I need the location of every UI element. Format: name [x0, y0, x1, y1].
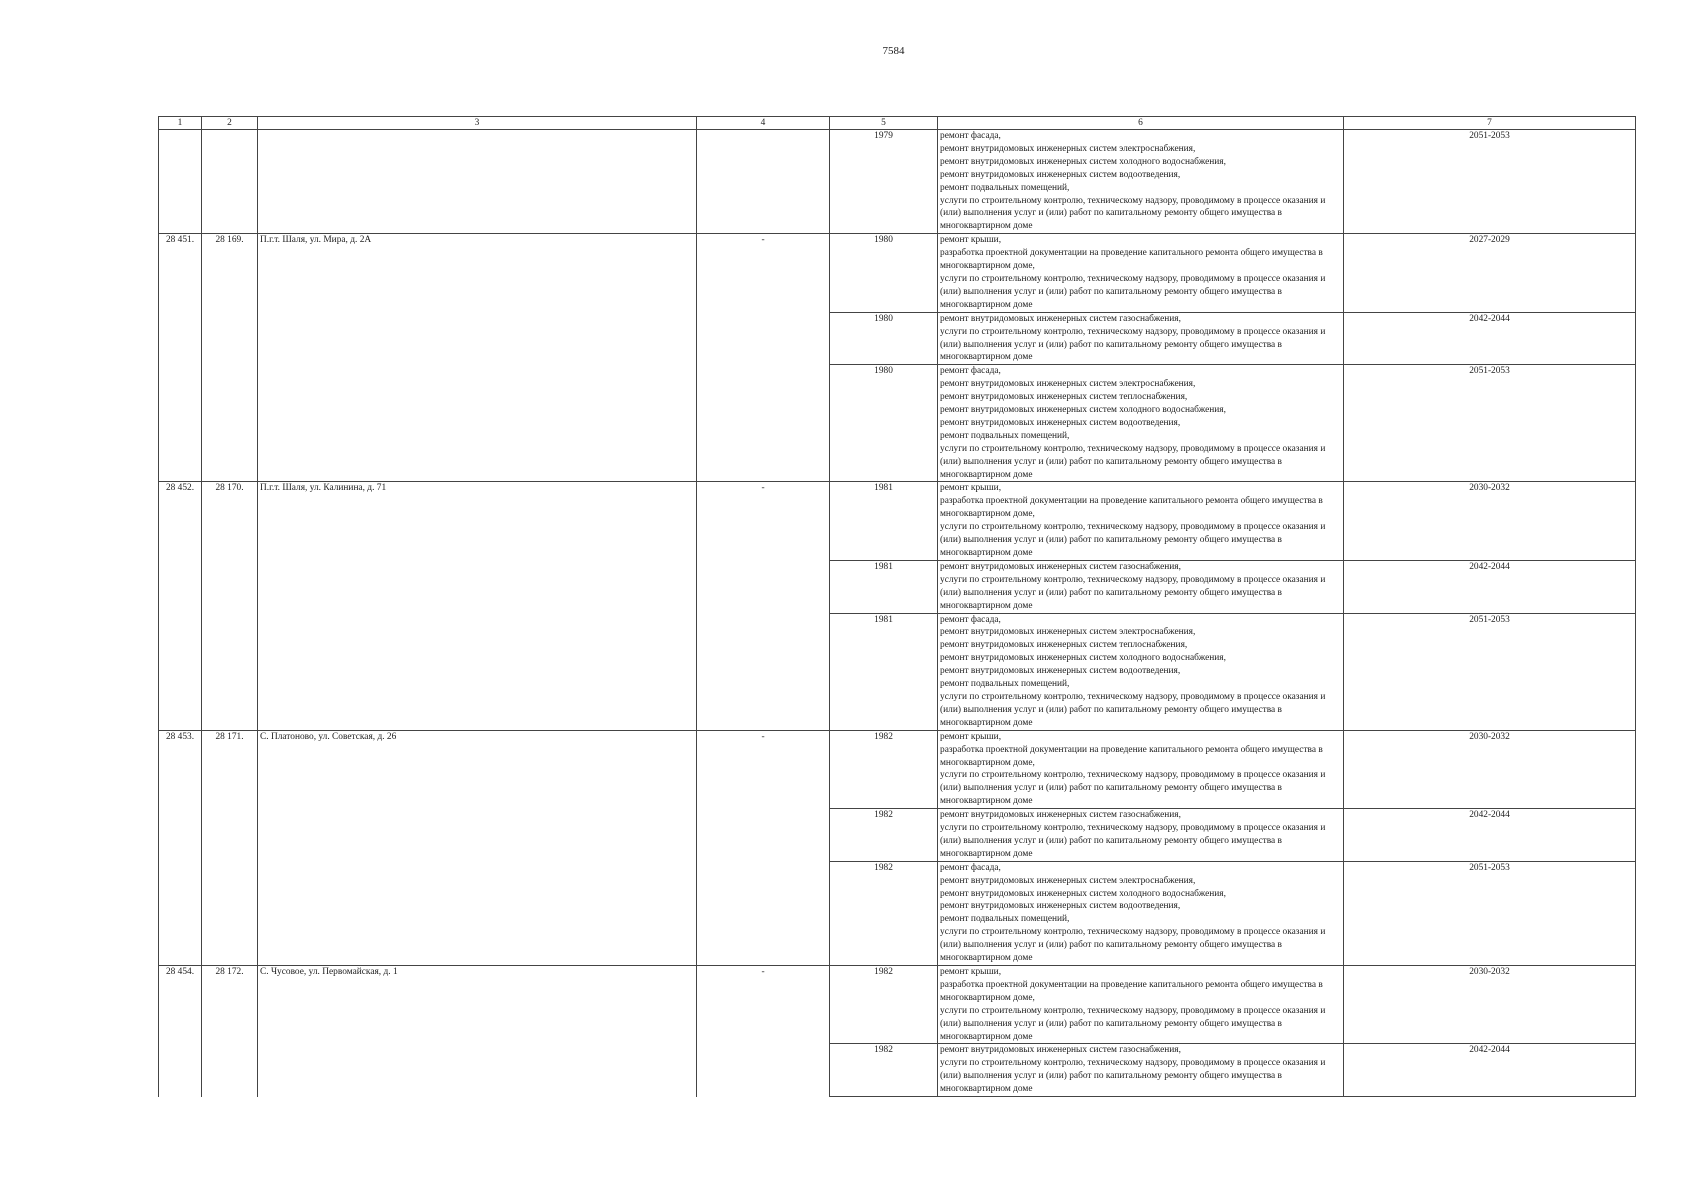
cell-year: 1979 — [830, 130, 938, 234]
cell-year: 1982 — [830, 1044, 938, 1097]
cell-year: 1982 — [830, 730, 938, 808]
cell-address: П.г.т. Шаля, ул. Калинина, д. 71 — [258, 482, 697, 730]
cell-works: ремонт фасада, ремонт внутридомовых инженерных систем электроснабжения, ремонт внутридомовых инженерных систем теплоснабжения, ремонт внутридомовых инженерных систем холодного водоснабжения, ремонт внутридомовых инженерных систем водоотведения, ремонт подвальных помещений, услуги по строительному контролю, техническому надзору, проводимому в процессе оказания и (или) выполнения услуг и (или) работ по капитальному ремонту общего имущества в многоквартирном доме — [938, 365, 1344, 482]
cell-works: ремонт внутридомовых инженерных систем газоснабжения, услуги по строительному контролю, техническому надзору, проводимому в процессе оказания и (или) выполнения услуг и (или) работ по капитальному ремонту общего имущества в многоквартирном доме — [938, 809, 1344, 862]
cell-address: С. Платоново, ул. Советская, д. 26 — [258, 730, 697, 965]
cell-works: ремонт фасада, ремонт внутридомовых инженерных систем электроснабжения, ремонт внутридомовых инженерных систем холодного водоснабжения, ремонт внутридомовых инженерных систем водоотведения, ремонт подвальных помещений, услуги по строительному контролю, техническому надзору, проводимому в процессе оказания и (или) выполнения услуг и (или) работ по капитальному ремонту общего имущества в многоквартирном доме — [938, 861, 1344, 965]
cell-period: 2030-2032 — [1344, 482, 1636, 560]
cell-works: ремонт внутридомовых инженерных систем газоснабжения, услуги по строительному контролю, техническому надзору, проводимому в процессе оказания и (или) выполнения услуг и (или) работ по капитальному ремонту общего имущества в многоквартирном доме — [938, 312, 1344, 365]
cell-works: ремонт крыши, разработка проектной документации на проведение капитального ремонта общего имущества в многоквартирном доме, услуги по строительному контролю, техническому надзору, проводимому в процессе оказания и (или) выполнения услуг и (или) работ по капитальному ремонту общего имущества в многоквартирном доме — [938, 966, 1344, 1044]
cell-period: 2042-2044 — [1344, 809, 1636, 862]
cell-house-number: 28 172. — [202, 966, 258, 1097]
cell-works: ремонт внутридомовых инженерных систем газоснабжения, услуги по строительному контролю, техническому надзору, проводимому в процессе оказания и (или) выполнения услуг и (или) работ по капитальному ремонту общего имущества в многоквартирном доме — [938, 560, 1344, 613]
cell-works: ремонт внутридомовых инженерных систем газоснабжения, услуги по строительному контролю, техническому надзору, проводимому в процессе оказания и (или) выполнения услуг и (или) работ по капитальному ремонту общего имущества в многоквартирном доме — [938, 1044, 1344, 1097]
cell-period: 2051-2053 — [1344, 365, 1636, 482]
cell-column-4: - — [697, 730, 830, 965]
cell-number: 28 453. — [159, 730, 202, 965]
cell-year: 1981 — [830, 613, 938, 730]
cell-works: ремонт фасада, ремонт внутридомовых инженерных систем электроснабжения, ремонт внутридомовых инженерных систем теплоснабжения, ремонт внутридомовых инженерных систем холодного водоснабжения, ремонт внутридомовых инженерных систем водоотведения, ремонт подвальных помещений, услуги по строительному контролю, техническому надзору, проводимому в процессе оказания и (или) выполнения услуг и (или) работ по капитальному ремонту общего имущества в многоквартирном доме — [938, 613, 1344, 730]
cell-number: 28 452. — [159, 482, 202, 730]
cell-works: ремонт крыши, разработка проектной документации на проведение капитального ремонта общего имущества в многоквартирном доме, услуги по строительному контролю, техническому надзору, проводимому в процессе оказания и (или) выполнения услуг и (или) работ по капитальному ремонту общего имущества в многоквартирном доме — [938, 234, 1344, 312]
cell-year: 1981 — [830, 560, 938, 613]
cell-year: 1981 — [830, 482, 938, 560]
cell-period: 2042-2044 — [1344, 560, 1636, 613]
cell-house-number: 28 170. — [202, 482, 258, 730]
table-row — [159, 482, 1636, 560]
cell-period: 2030-2032 — [1344, 966, 1636, 1044]
cell-address: П.г.т. Шаля, ул. Мира, д. 2А — [258, 234, 697, 482]
cell-column-4: - — [697, 482, 830, 730]
cell-period: 2030-2032 — [1344, 730, 1636, 808]
column-header: 7 — [1344, 117, 1636, 130]
cell-house-number — [202, 130, 258, 234]
cell-period: 2042-2044 — [1344, 1044, 1636, 1097]
capital-repair-table — [158, 116, 1636, 1097]
cell-works: ремонт крыши, разработка проектной документации на проведение капитального ремонта общего имущества в многоквартирном доме, услуги по строительному контролю, техническому надзору, проводимому в процессе оказания и (или) выполнения услуг и (или) работ по капитальному ремонту общего имущества в многоквартирном доме — [938, 482, 1344, 560]
cell-year: 1982 — [830, 966, 938, 1044]
cell-year: 1980 — [830, 312, 938, 365]
cell-period: 2051-2053 — [1344, 613, 1636, 730]
page-number: 7584 — [882, 45, 905, 57]
table-row — [159, 966, 1636, 1044]
cell-year: 1982 — [830, 809, 938, 862]
cell-column-4 — [697, 130, 830, 234]
column-header: 1 — [159, 117, 202, 130]
cell-address: С. Чусовое, ул. Первомайская, д. 1 — [258, 966, 697, 1097]
cell-works: ремонт крыши, разработка проектной документации на проведение капитального ремонта общего имущества в многоквартирном доме, услуги по строительному контролю, техническому надзору, проводимому в процессе оказания и (или) выполнения услуг и (или) работ по капитальному ремонту общего имущества в многоквартирном доме — [938, 730, 1344, 808]
cell-number — [159, 130, 202, 234]
cell-works: ремонт фасада, ремонт внутридомовых инженерных систем электроснабжения, ремонт внутридомовых инженерных систем холодного водоснабжения, ремонт внутридомовых инженерных систем водоотведения, ремонт подвальных помещений, услуги по строительному контролю, техническому надзору, проводимому в процессе оказания и (или) выполнения услуг и (или) работ по капитальному ремонту общего имущества в многоквартирном доме — [938, 130, 1344, 234]
cell-year: 1982 — [830, 861, 938, 965]
cell-number: 28 454. — [159, 966, 202, 1097]
cell-period: 2051-2053 — [1344, 861, 1636, 965]
cell-number: 28 451. — [159, 234, 202, 482]
column-header: 5 — [830, 117, 938, 130]
table-body — [159, 130, 1636, 1097]
continuation-row — [159, 130, 1636, 234]
cell-column-4: - — [697, 234, 830, 482]
column-header: 6 — [938, 117, 1344, 130]
cell-house-number: 28 171. — [202, 730, 258, 965]
cell-address — [258, 130, 697, 234]
cell-column-4: - — [697, 966, 830, 1097]
cell-period: 2042-2044 — [1344, 312, 1636, 365]
column-number-row — [159, 117, 1636, 130]
cell-period: 2051-2053 — [1344, 130, 1636, 234]
column-header: 4 — [697, 117, 830, 130]
cell-house-number: 28 169. — [202, 234, 258, 482]
column-header: 3 — [258, 117, 697, 130]
cell-year: 1980 — [830, 365, 938, 482]
table-row — [159, 730, 1636, 808]
cell-period: 2027-2029 — [1344, 234, 1636, 312]
column-header: 2 — [202, 117, 258, 130]
table-row — [159, 234, 1636, 312]
cell-year: 1980 — [830, 234, 938, 312]
